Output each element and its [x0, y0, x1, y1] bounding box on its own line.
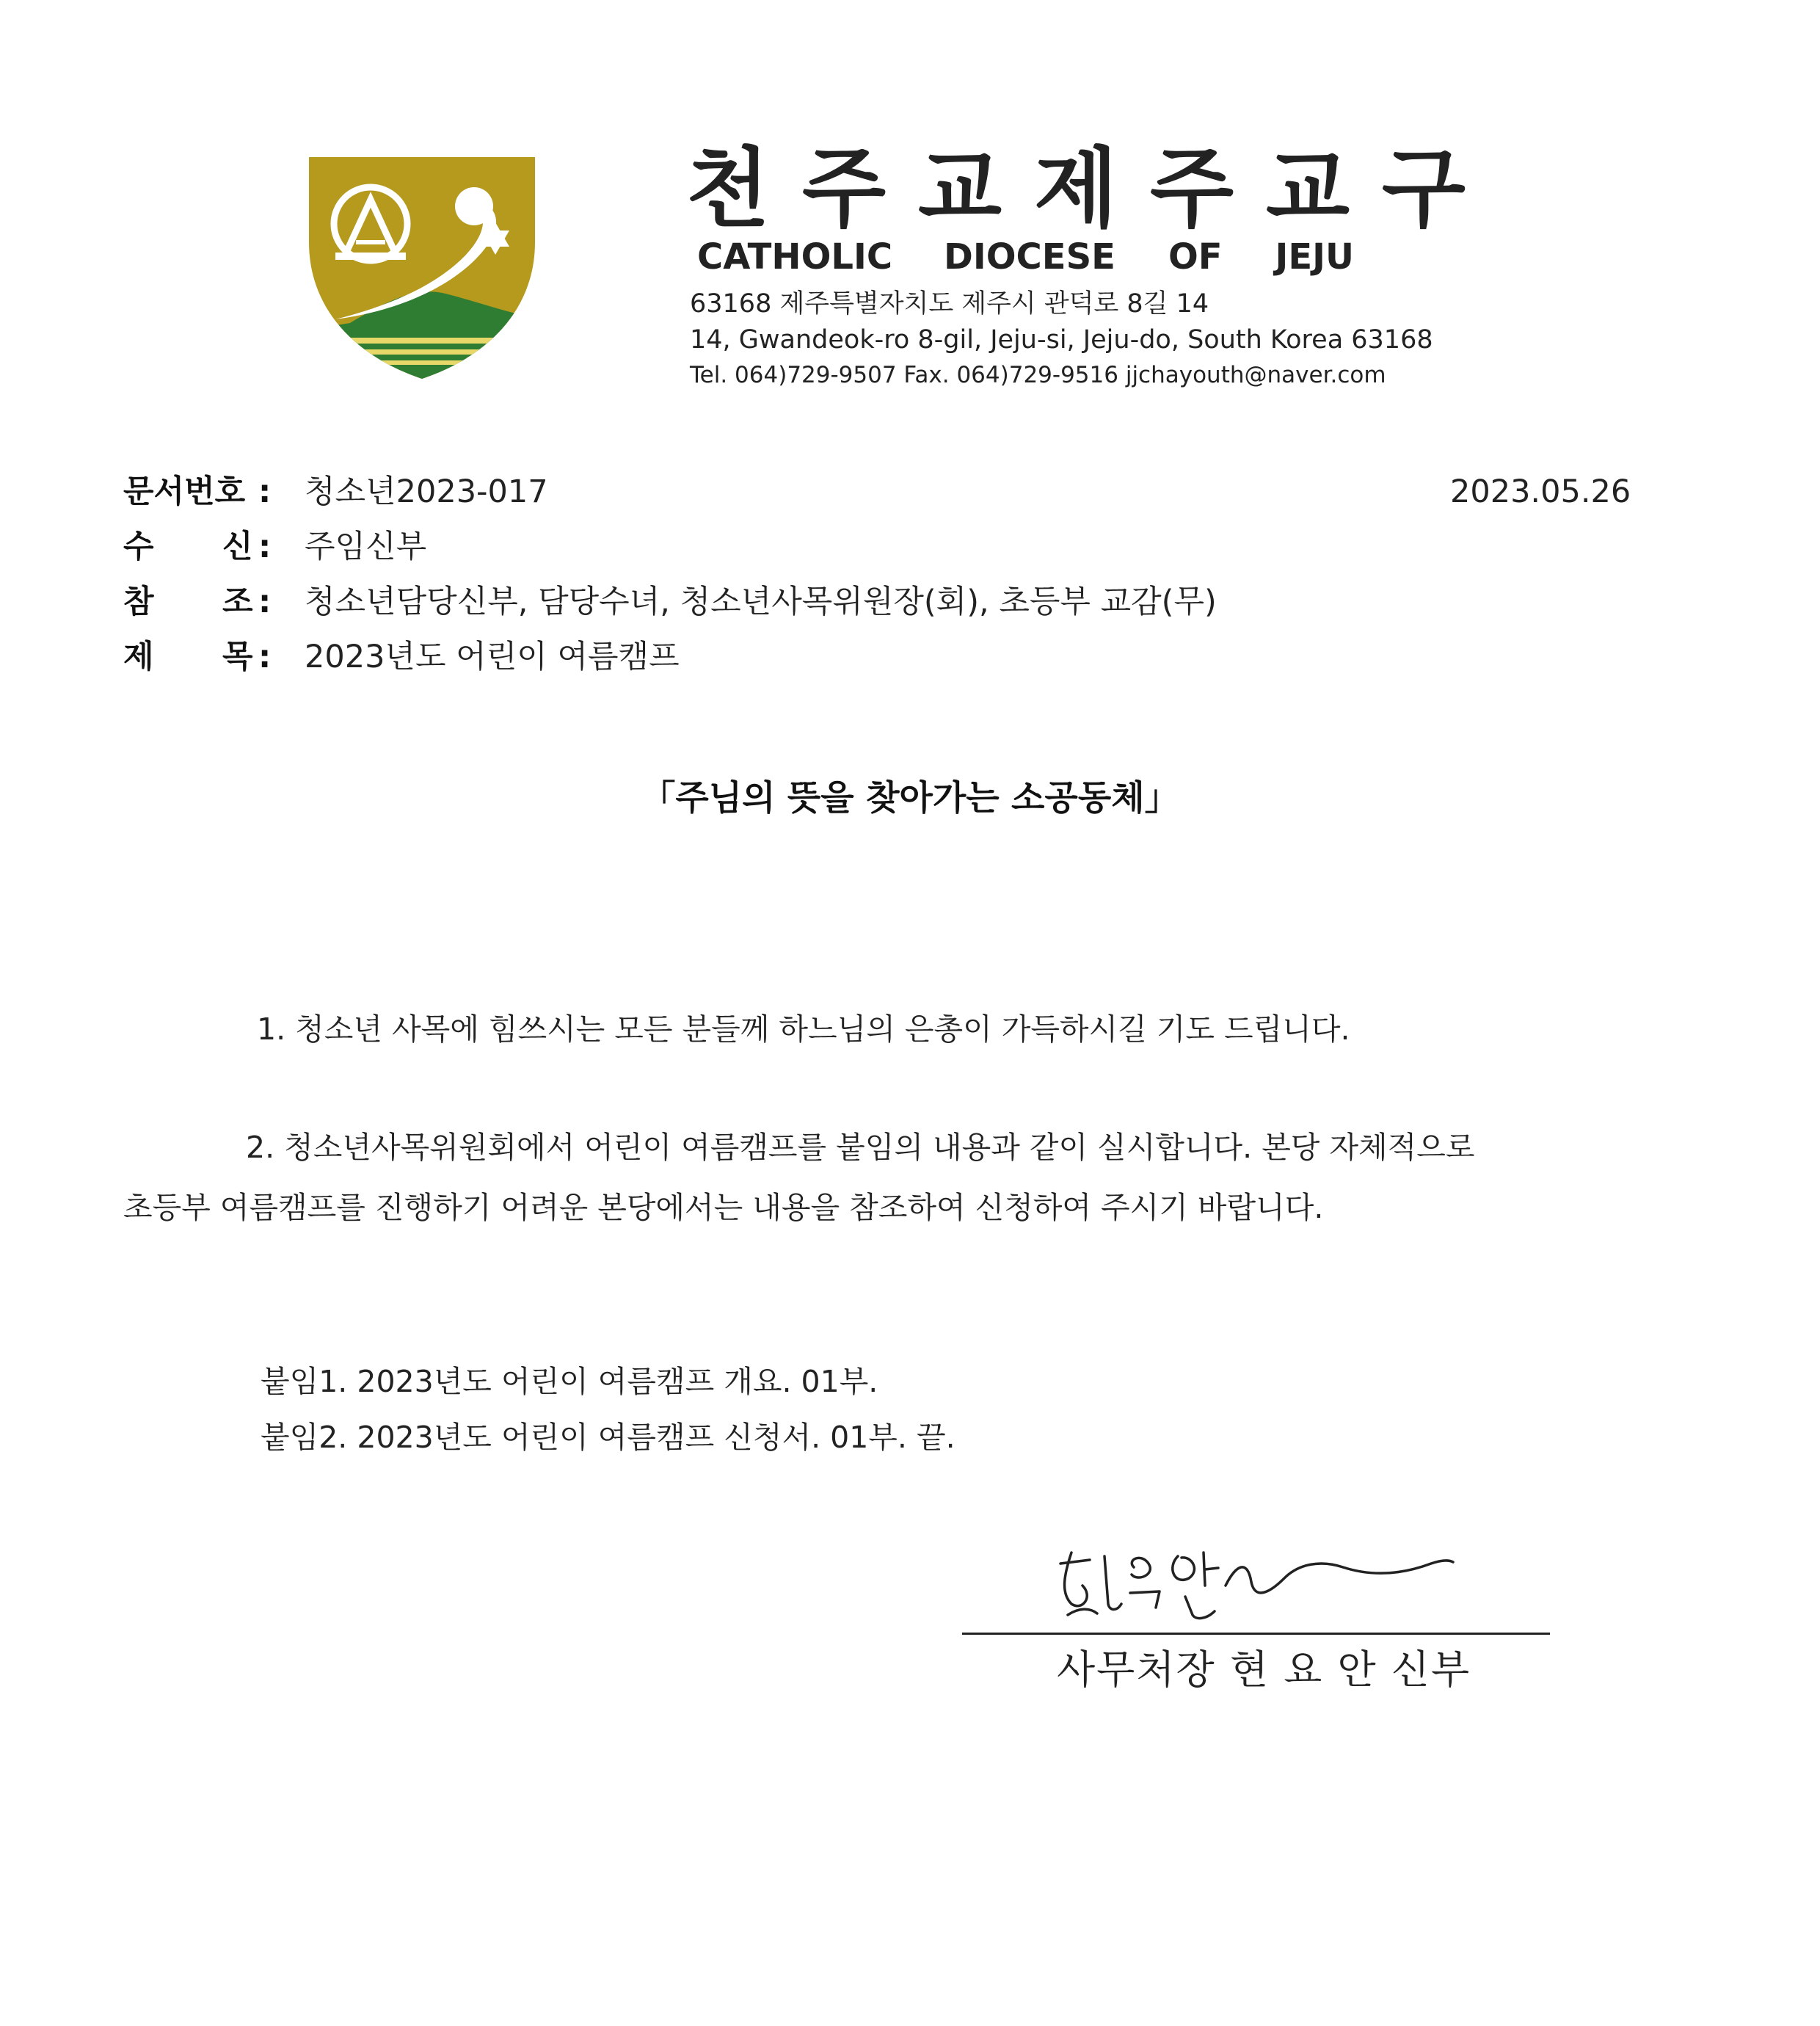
address-ko: 63168 제주특별자치도 제주시 관덕로 8길 14: [690, 289, 1209, 319]
body-paragraph-1: 1. 청소년 사목에 힘쓰시는 모든 분들께 하느님의 은총이 가득하시길 기도 드립니다.: [257, 1012, 1350, 1047]
org-name-en-word: CATHOLIC: [697, 236, 893, 277]
org-name-en-word: JEJU: [1275, 236, 1355, 277]
signature-line: [962, 1633, 1550, 1635]
subject-value: 2023년도 어린이 여름캠프: [305, 639, 680, 675]
subject-colon: :: [258, 639, 272, 675]
document-title: 「주님의 뜻을 찾아가는 소공동체」: [641, 778, 1179, 818]
recipient-label-char: 수: [123, 529, 154, 565]
handwritten-signature-icon: [1049, 1534, 1460, 1630]
subject-label-char: 제: [123, 639, 154, 675]
address-en: 14, Gwandeok-ro 8-gil, Jeju-si, Jeju-do, South Korea 63168: [690, 325, 1433, 355]
doc-no-colon: :: [258, 473, 272, 510]
recipient-label-char: 신: [222, 529, 253, 565]
contact-info: Tel. 064)729-9507 Fax. 064)729-9516 jjchayouth@naver.com: [690, 362, 1386, 388]
org-name-en-word: OF: [1168, 236, 1223, 277]
recipient-value: 주임신부: [305, 529, 427, 565]
body-paragraph-2-line-2: 초등부 여름캠프를 진행하기 어려운 본당에서는 내용을 참조하여 신청하여 주시기 바랍니다.: [123, 1190, 1324, 1225]
attachment-item: 붙임2. 2023년도 어린이 여름캠프 신청서. 01부. 끝.: [261, 1420, 956, 1455]
doc-no-label: 문서번호: [123, 473, 246, 510]
document-date: 2023.05.26: [1450, 473, 1631, 510]
reference-label-char: 참: [123, 584, 154, 620]
subject-label-char: 목: [222, 639, 253, 675]
body-paragraph-2-line-1: 2. 청소년사목위원회에서 어린이 여름캠프를 붙임의 내용과 같이 실시합니다. 본당 자체적으로: [246, 1130, 1475, 1165]
signer-name: 사무처장 현 요 안 신부: [1057, 1646, 1471, 1693]
org-name-en-word: DIOCESE: [944, 236, 1115, 277]
recipient-colon: :: [258, 529, 272, 565]
org-name-en: [697, 236, 1355, 277]
diocese-emblem-icon: [306, 154, 538, 382]
attachment-item: 붙임1. 2023년도 어린이 여름캠프 개요. 01부.: [261, 1364, 878, 1399]
reference-value: 청소년담당신부, 담당수녀, 청소년사목위원장(회), 초등부 교감(무): [305, 584, 1217, 620]
reference-label-char: 조: [222, 584, 253, 620]
reference-colon: :: [258, 584, 272, 620]
org-name-ko: 천주교제주교구: [686, 138, 1498, 239]
doc-no-value: 청소년2023-017: [305, 473, 548, 510]
